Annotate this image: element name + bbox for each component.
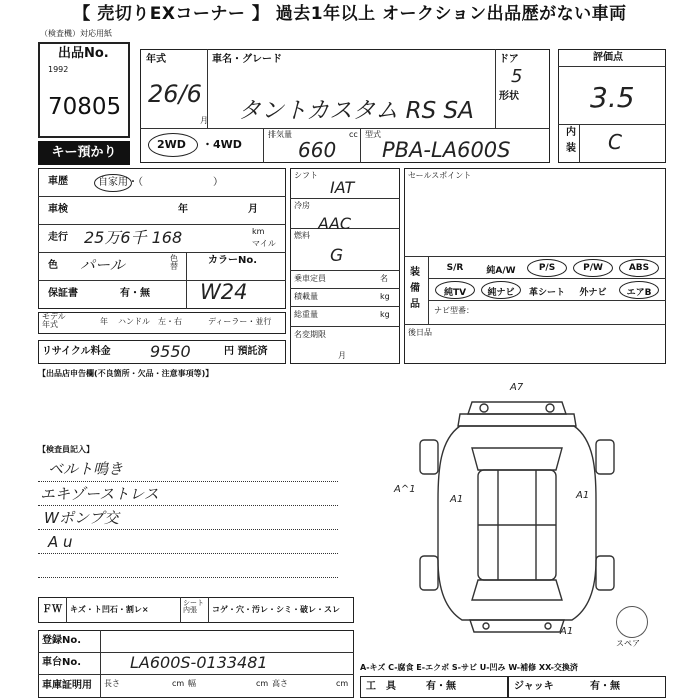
- width-label: 幅: [188, 679, 196, 688]
- km-label: km: [252, 227, 265, 236]
- inspector-note-2: エキゾーストレス: [40, 485, 159, 503]
- equipment-circle-mark: [573, 259, 613, 277]
- name-label: 車名・グレード: [212, 54, 282, 65]
- height-cm: cm: [336, 679, 349, 688]
- equipment-circle-mark: [619, 259, 659, 277]
- inspection-label: 車検: [48, 204, 68, 215]
- handle-label: ハンドル 左・右: [118, 317, 182, 326]
- jack-options: 有・無: [590, 681, 620, 692]
- displacement-value: 660: [298, 138, 337, 162]
- diagram-mark-left: A1: [450, 494, 464, 505]
- inspector-notes-label: 【検査員記入】: [38, 445, 94, 454]
- ac-value: AAC: [318, 214, 352, 233]
- door-value: 5: [511, 66, 523, 87]
- model-year-label: モデル年式: [42, 312, 66, 329]
- inspector-note-4: A u: [48, 533, 73, 551]
- fw-codes: キズ・ト凹石・割レ×: [70, 605, 149, 614]
- shift-value: IAT: [330, 178, 355, 197]
- equipment-item: 革シート: [528, 288, 565, 298]
- change-label: 名変期限: [294, 330, 326, 339]
- total-label: 総重量: [294, 310, 318, 319]
- load-unit: kg: [380, 292, 390, 301]
- displacement-unit: cc: [349, 130, 358, 139]
- score-label: 評価点: [593, 52, 623, 63]
- recycle-value: 9550: [150, 342, 191, 361]
- diagram-mark-left-outer: A^1: [394, 484, 416, 495]
- shift-label: シフト: [294, 171, 318, 180]
- drive-4wd: ・4WD: [202, 138, 242, 151]
- later-label: 後日品: [408, 328, 432, 337]
- fuel-label: 燃料: [294, 231, 310, 240]
- diagram-mark-top: A7: [510, 382, 524, 393]
- total-unit: kg: [380, 310, 390, 319]
- car-damage-diagram: [394, 380, 635, 640]
- fuel-value: G: [330, 246, 344, 266]
- damage-legend: A-キズ C-腐食 E-エクボ S-サビ U-凹み W-補修 XX-交換済: [360, 663, 578, 672]
- equipment-circle-mark: [527, 259, 567, 277]
- seller-notes-label: 【出品店申告欄(不良箇所・欠品・注意事項等)】: [38, 369, 214, 378]
- sheet-codes: コゲ・穴・汚レ・シミ・破レ・スレ: [212, 605, 340, 614]
- equipment-label-1: 装: [410, 267, 420, 278]
- capacity-unit: 名: [380, 274, 388, 283]
- equipment-item: エアB: [626, 288, 652, 298]
- color-change-label: 色替: [170, 254, 178, 271]
- year-label: 年式: [146, 54, 166, 65]
- mile-label: マイル: [252, 239, 276, 248]
- capacity-label: 乗車定員: [294, 274, 326, 283]
- equipment-item: P/S: [538, 263, 556, 273]
- sheet-label: シート内張: [183, 599, 204, 614]
- door-label: ドア: [499, 54, 519, 65]
- record-label: 車歴: [48, 176, 68, 187]
- color-no-value: W24: [200, 280, 248, 304]
- inspector-note-1: ベルト鳴き: [48, 460, 124, 478]
- color-label: 色: [48, 260, 58, 271]
- navi-model-label: ナビ型番：: [434, 306, 474, 315]
- equipment-circle-mark: [435, 281, 475, 299]
- chassis-value: LA600S-0133481: [130, 653, 268, 672]
- equipment-label-2: 備: [410, 283, 420, 294]
- model-year-unit: 年: [100, 317, 108, 326]
- equipment-item: P/W: [583, 263, 603, 273]
- color-no-label: カラーNo.: [208, 255, 258, 266]
- form-sub-label: （検査機）対応用紙: [40, 29, 112, 38]
- model-label: 型式: [365, 130, 381, 139]
- key-badge: [38, 141, 130, 165]
- jack-label: ジャッキ: [514, 681, 554, 692]
- inspection-year: 年: [178, 204, 188, 215]
- ac-label: 冷房: [294, 201, 310, 210]
- sales-point-label: セールスポイント: [408, 171, 472, 180]
- year-value: 26/6: [148, 80, 202, 108]
- garage-cert-label: 車庫証明用: [42, 680, 92, 691]
- chassis-label: 車台No.: [42, 657, 82, 668]
- equipment-circle-mark: [619, 281, 659, 299]
- equipment-circle-mark: [481, 281, 521, 299]
- change-unit: 月: [338, 351, 346, 360]
- interior-label-2: 装: [566, 143, 576, 154]
- equipment-label-3: 品: [410, 299, 420, 310]
- fw-label: ＦＷ: [42, 604, 62, 615]
- spare-tire-icon: [616, 606, 648, 638]
- score-value: 3.5: [590, 81, 635, 114]
- interior-value: C: [608, 130, 622, 154]
- mileage-label: 走行: [48, 232, 68, 243]
- warranty-options: 有・無: [120, 288, 150, 299]
- name-value: タントカスタム RS SA: [238, 98, 474, 124]
- model-value: PBA-LA600S: [382, 138, 511, 162]
- equipment-item: 純TV: [443, 288, 467, 298]
- body-label: 形状: [499, 91, 519, 102]
- equipment-item: S/R: [446, 263, 464, 273]
- inspection-month: 月: [248, 204, 258, 215]
- mileage-value: 25万6千 168: [84, 228, 183, 247]
- diagram-mark-bottom: A1: [560, 626, 574, 637]
- equipment-item: 純A/W: [486, 266, 516, 276]
- lot-label: 出品No.: [58, 46, 109, 61]
- lot-number: 70805: [48, 94, 122, 120]
- corner-banner: 【 売切りEXコーナー 】 過去1年以上 オークション出品歴がない車両: [0, 0, 700, 28]
- drive-2wd: 2WD: [157, 138, 186, 151]
- displacement-label: 排気量: [268, 130, 292, 139]
- warranty-label: 保証書: [48, 288, 78, 299]
- recycle-label: リサイクル料金: [42, 346, 111, 357]
- record-value: 自家用・（ ）: [98, 177, 223, 188]
- dealer-label: ディーラー・並行: [208, 317, 272, 326]
- recycle-unit: 円 預託済: [224, 346, 268, 357]
- equipment-item: ABS: [628, 263, 650, 273]
- height-label: 高さ: [272, 679, 288, 688]
- length-label: 長さ: [104, 679, 120, 688]
- tools-options: 有・無: [426, 681, 456, 692]
- length-cm: cm: [172, 679, 185, 688]
- equipment-item: 外ナビ: [579, 288, 607, 298]
- year-month-unit: 月: [200, 116, 208, 125]
- lot-small-number: 1992: [48, 65, 69, 74]
- equipment-item: 純ナビ: [487, 288, 515, 298]
- registration-label: 登録No.: [42, 635, 82, 646]
- width-cm: cm: [256, 679, 269, 688]
- diagram-mark-right: A1: [576, 490, 590, 501]
- inspector-note-3: Wポンプ交: [44, 509, 119, 527]
- color-value: パール: [80, 256, 125, 274]
- interior-label-1: 内: [566, 127, 576, 138]
- spare-label: スペア: [616, 639, 640, 648]
- key-label: キー預かり: [51, 145, 117, 160]
- load-label: 積載量: [294, 292, 318, 301]
- tools-label: 工 具: [366, 681, 396, 692]
